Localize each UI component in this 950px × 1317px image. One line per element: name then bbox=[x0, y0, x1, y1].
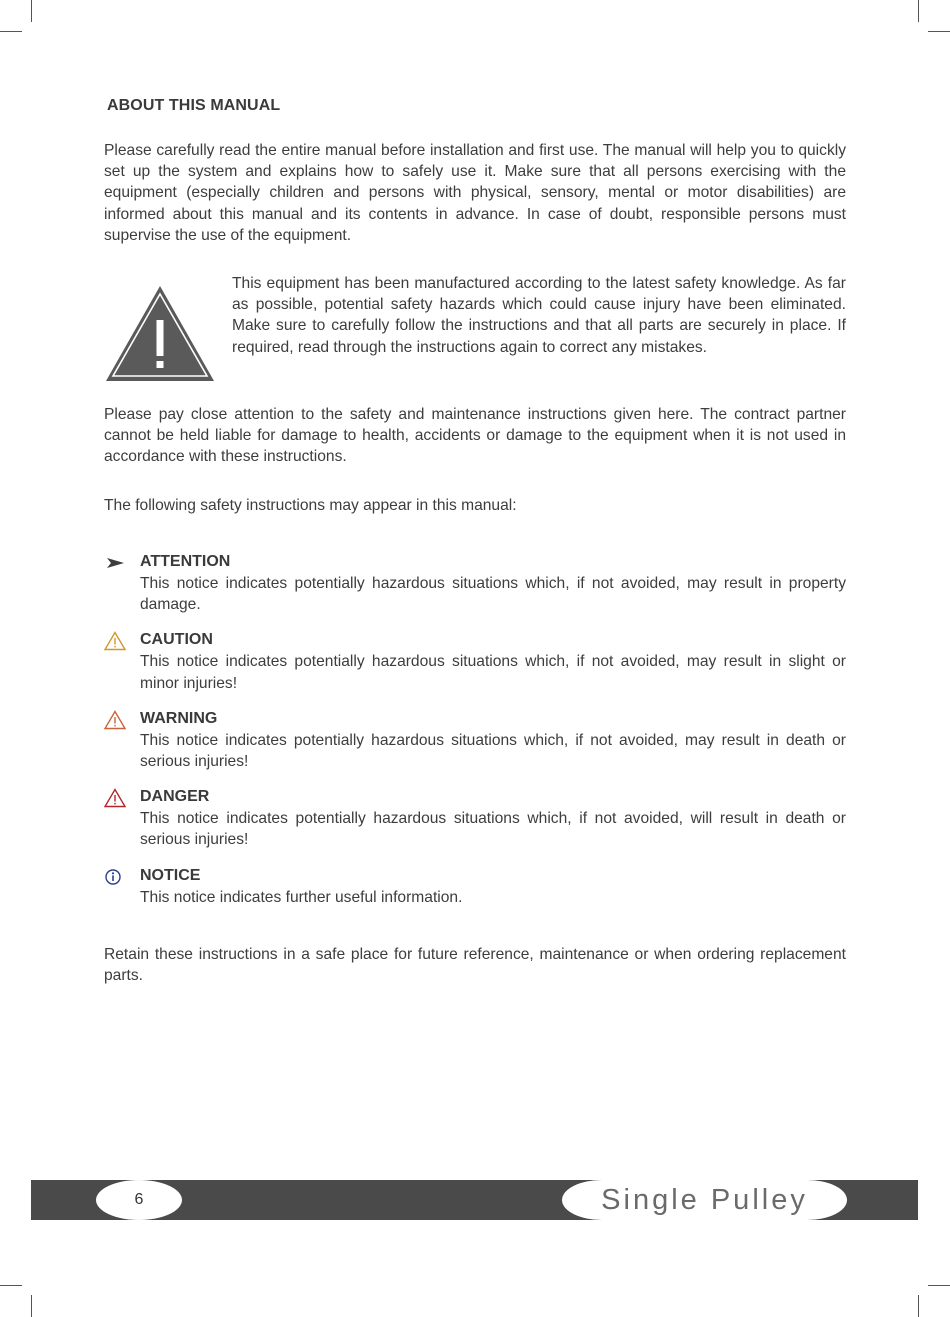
notice-warning bbox=[104, 708, 846, 772]
section-heading: ABOUT THIS MANUAL bbox=[107, 97, 281, 114]
intro-paragraph: Please carefully read the entire manual before installation and first use. The manual will help you to quickly set up the system and explains how to safely use it. Make sure that all persons exercising with the equipment (especially children and persons with physical, sensory, mental or motor disabilities) are informed about this manual and its contents in advance. In case of doubt, responsible persons must supervise the use of the equipment. bbox=[104, 142, 846, 244]
product-title: Single Pulley bbox=[562, 1180, 847, 1220]
crop-mark bbox=[918, 0, 919, 22]
liability-paragraph: Please pay close attention to the safety and maintenance instructions given here. The contract partner cannot be held liable for damage to health, accidents or damage to the equipment when it is not used in accordance with these instructions. bbox=[104, 406, 846, 466]
caution-triangle-icon bbox=[104, 631, 126, 651]
notice-title: DANGER bbox=[140, 788, 210, 806]
notice-attention bbox=[104, 551, 846, 615]
info-circle-icon bbox=[104, 867, 126, 887]
page-number: 6 bbox=[96, 1180, 182, 1220]
crop-mark bbox=[918, 1295, 919, 1317]
notice-caution bbox=[104, 629, 846, 693]
crop-mark bbox=[0, 31, 22, 32]
notice-title: WARNING bbox=[140, 709, 218, 727]
list-intro: The following safety instructions may appear in this manual: bbox=[104, 497, 517, 514]
notice-text: This notice indicates further useful information. bbox=[140, 888, 463, 906]
crop-mark bbox=[31, 0, 32, 22]
notice-text: This notice indicates potentially hazardous situations which, if not avoided, may result in death or serious injuries! bbox=[140, 731, 846, 771]
safety-notice-list bbox=[104, 551, 846, 922]
closing-paragraph: Retain these instructions in a safe place for future reference, maintenance or when ordering replacement parts. bbox=[104, 946, 846, 985]
safety-note-paragraph: This equipment has been manufactured according to the latest safety knowledge. As far as possible, potential safety hazards which could cause injury have been eliminated. Make sure to carefully follow the instructions and that all parts are securely in place. If required, read through the instructions again to correct any mistakes. bbox=[232, 275, 846, 356]
crop-mark bbox=[0, 1285, 22, 1286]
warning-triangle-icon bbox=[104, 284, 216, 384]
notice-danger bbox=[104, 786, 846, 850]
notice-info bbox=[104, 865, 846, 908]
crop-mark bbox=[928, 31, 950, 32]
crop-mark bbox=[31, 1295, 32, 1317]
crop-mark bbox=[928, 1285, 950, 1286]
notice-title: ATTENTION bbox=[140, 553, 231, 570]
warning-triangle-icon bbox=[104, 710, 126, 730]
arrow-pointer-icon bbox=[104, 553, 126, 573]
notice-text: This notice indicates potentially hazardous situations which, if not avoided, may result in property damage. bbox=[140, 575, 846, 614]
notice-title: NOTICE bbox=[140, 866, 201, 884]
notice-title: CAUTION bbox=[140, 631, 213, 649]
danger-triangle-icon bbox=[104, 788, 126, 808]
notice-text: This notice indicates potentially hazardous situations which, if not avoided, will result in death or serious injuries! bbox=[140, 810, 846, 849]
notice-text: This notice indicates potentially hazardous situations which, if not avoided, may result in slight or minor injuries! bbox=[140, 653, 846, 692]
